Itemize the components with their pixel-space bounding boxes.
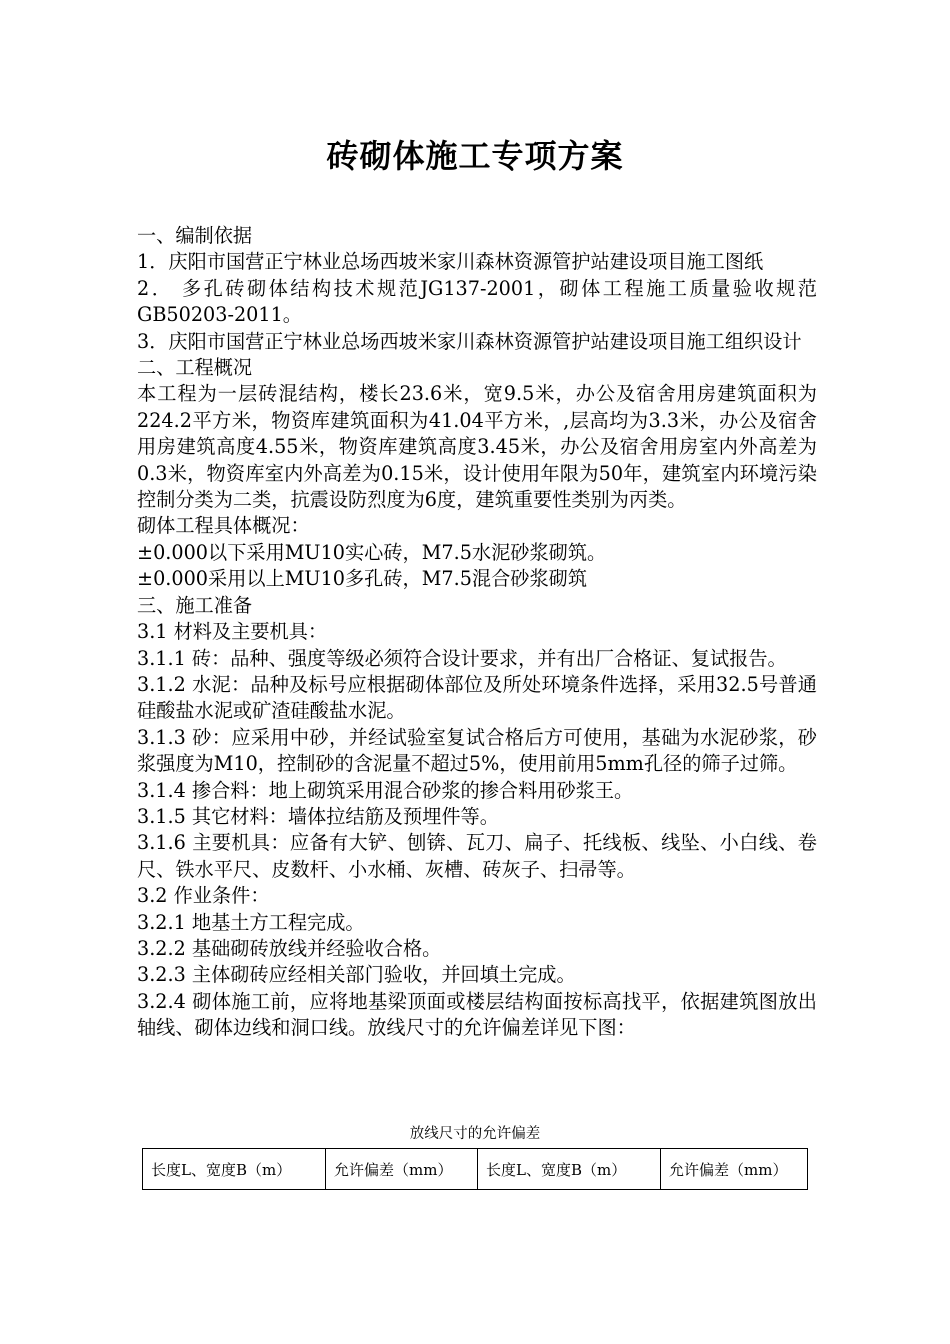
paragraph: 3.1.4 掺合料：地上砌筑采用混合砂浆的掺合料用砂浆王。 (137, 778, 634, 802)
section-heading: 三、施工准备 (137, 593, 253, 617)
paragraph: 3.1.3 砂：应采用中砂，并经试验室复试合格后方可使用，基础为水泥砂浆，砂浆强度为M10，控制砂的含泥量不超过5%，使用前用5mm孔径的筛子过筛。 (137, 725, 817, 776)
paragraph: 3.1.5 其它材料：墙体拉结筋及预埋件等。 (137, 804, 499, 828)
table-header-cell: 长度L、宽度B（m） (143, 1149, 326, 1190)
paragraph: 3.1.2 水泥：品种及标号应根据砌体部位及所处环境条件选择，采用32.5号普通硅酸盐水泥或矿渣硅酸盐水泥。 (137, 672, 817, 723)
paragraph: 砌体工程具体概况： (137, 514, 310, 538)
paragraph: ±0.000以下采用MU10实心砖，M7.5水泥砂浆砌筑。 (137, 540, 607, 564)
paragraph: ±0.000采用以上MU10多孔砖，M7.5混合砂浆砌筑 (137, 567, 588, 591)
paragraph: 3.1.1 砖：品种、强度等级必须符合设计要求，并有出厂合格证、复试报告。 (137, 646, 787, 670)
paragraph: 本工程为一层砖混结构，楼长23.6米，宽9.5米，办公及宿舍用房建筑面积为224.2平方米，物资库建筑面积为41.04平方米，,层高均为3.3米，办公及宿舍用房建筑高度4.55米，物资库建筑高度3.45米，办公及宿舍用房室内外高差为0.3米，物资库室内外高差为0.15米，设计使用年限为50年，建筑室内环境污染控制分类为二类，抗震设防烈度为6度，建筑重要性类别为丙类。 (137, 382, 817, 512)
paragraph: 1．庆阳市国营正宁林业总场西坡米家川森林资源管护站建设项目施工图纸 (137, 250, 764, 274)
paragraph: 3．庆阳市国营正宁林业总场西坡米家川森林资源管护站建设项目施工组织设计 (137, 329, 802, 353)
document-title: 砖砌体施工专项方案 (326, 137, 624, 175)
document-body (137, 223, 817, 1042)
paragraph: 3.2 作业条件： (137, 884, 270, 908)
table-header-cell: 长度L、宽度B（m） (478, 1149, 661, 1190)
table-caption: 放线尺寸的允许偏差 (409, 1126, 541, 1142)
section-heading: 一、编制依据 (137, 224, 253, 247)
table-header-cell: 允许偏差（mm） (661, 1149, 808, 1190)
paragraph: 3.2.3 主体砌砖应经相关部门验收，并回填土完成。 (137, 963, 576, 987)
table-header-row (143, 1149, 808, 1190)
paragraph: 3.2.4 砌体施工前，应将地基梁顶面或楼层结构面按标高找平，依据建筑图放出轴线、砌体边线和洞口线。放线尺寸的允许偏差详见下图： (137, 989, 817, 1040)
paragraph: 3.2.1 地基土方工程完成。 (137, 910, 365, 934)
paragraph: 3.2.2 基础砌砖放线并经验收合格。 (137, 936, 442, 960)
section-heading: 二、工程概况 (137, 356, 253, 380)
tolerance-table (142, 1148, 808, 1190)
table-header-cell: 允许偏差（mm） (326, 1149, 478, 1190)
paragraph: 3.1 材料及主要机具： (137, 620, 328, 644)
paragraph: 3.1.6 主要机具：应备有大铲、刨锛、瓦刀、扁子、托线板、线坠、小白线、卷尺、铁水平尺、皮数杆、小水桶、灰槽、砖灰子、扫帚等。 (137, 831, 817, 881)
paragraph: 2． 多孔砖砌体结构技术规范JG137-2001，砌体工程施工质量验收规范GB50203-2011。 (137, 276, 817, 327)
